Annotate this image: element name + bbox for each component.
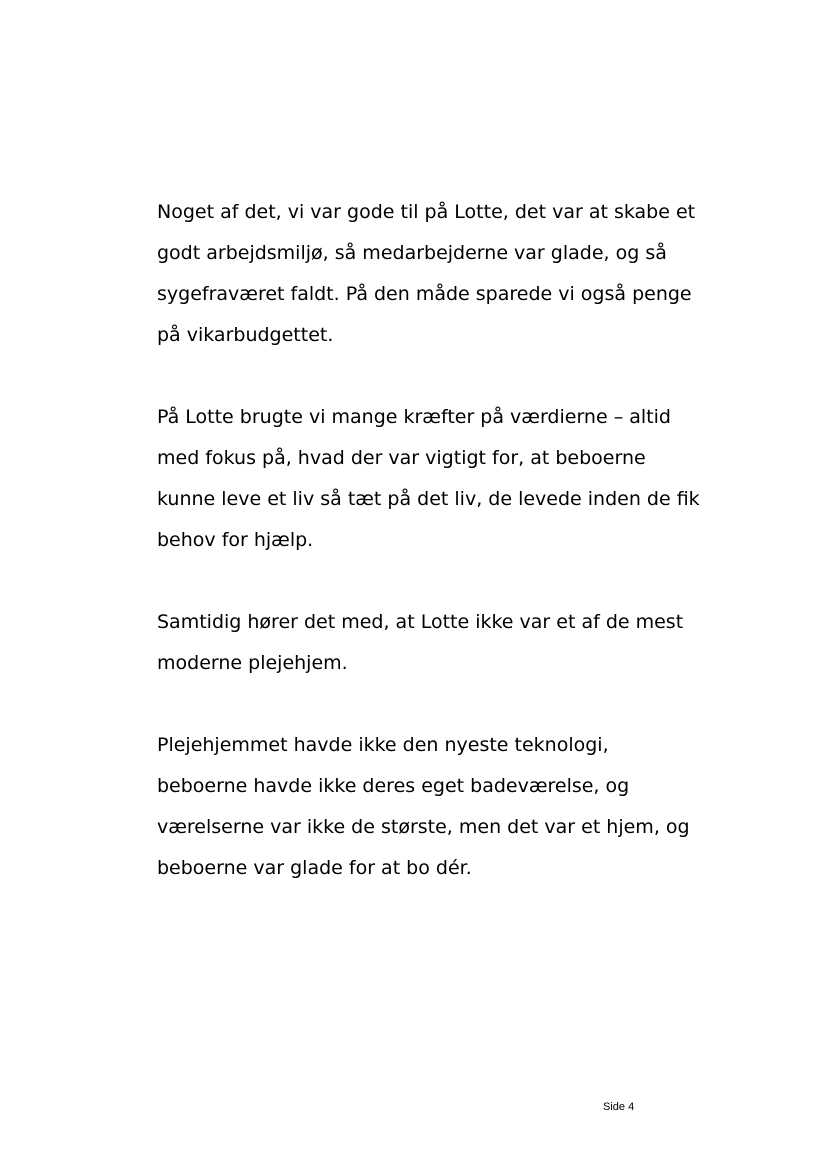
text-line: værelserne var ikke de største, men det var et hjem, og [157, 816, 690, 838]
paragraph-work-environment [157, 192, 697, 356]
page-number: Side 4 [603, 1101, 635, 1113]
text-line: Samtidig hører det med, at Lotte ikke var et af de mest [157, 611, 684, 633]
text-line: med fokus på, hvad der var vigtigt for, at beboerne [157, 447, 646, 469]
text-line: behov for hjælp. [157, 529, 314, 551]
paragraph-home [157, 725, 697, 889]
text-line: på vikarbudgettet. [157, 324, 334, 346]
text-line: Plejehjemmet havde ikke den nyeste teknologi, [157, 734, 609, 756]
body-text [157, 192, 700, 930]
text-line: beboerne var glade for at bo dér. [157, 857, 472, 879]
text-line: moderne plejehjem. [157, 652, 348, 674]
text-line: godt arbejdsmiljø, så medarbejderne var glade, og så [157, 242, 667, 264]
text-line: sygefraværet faldt. På den måde sparede vi også penge [157, 283, 692, 305]
text-line: Noget af det, vi var gode til på Lotte, det var at skabe et [157, 201, 696, 223]
text-line: På Lotte brugte vi mange kræfter på værdierne – altid [157, 406, 671, 428]
text-line: beboerne havde ikke deres eget badeværelse, og [157, 775, 630, 797]
paragraph-values [157, 397, 700, 561]
paragraph-not-modern [157, 602, 697, 684]
text-line: kunne leve et liv så tæt på det liv, de levede inden de fik [157, 488, 700, 510]
